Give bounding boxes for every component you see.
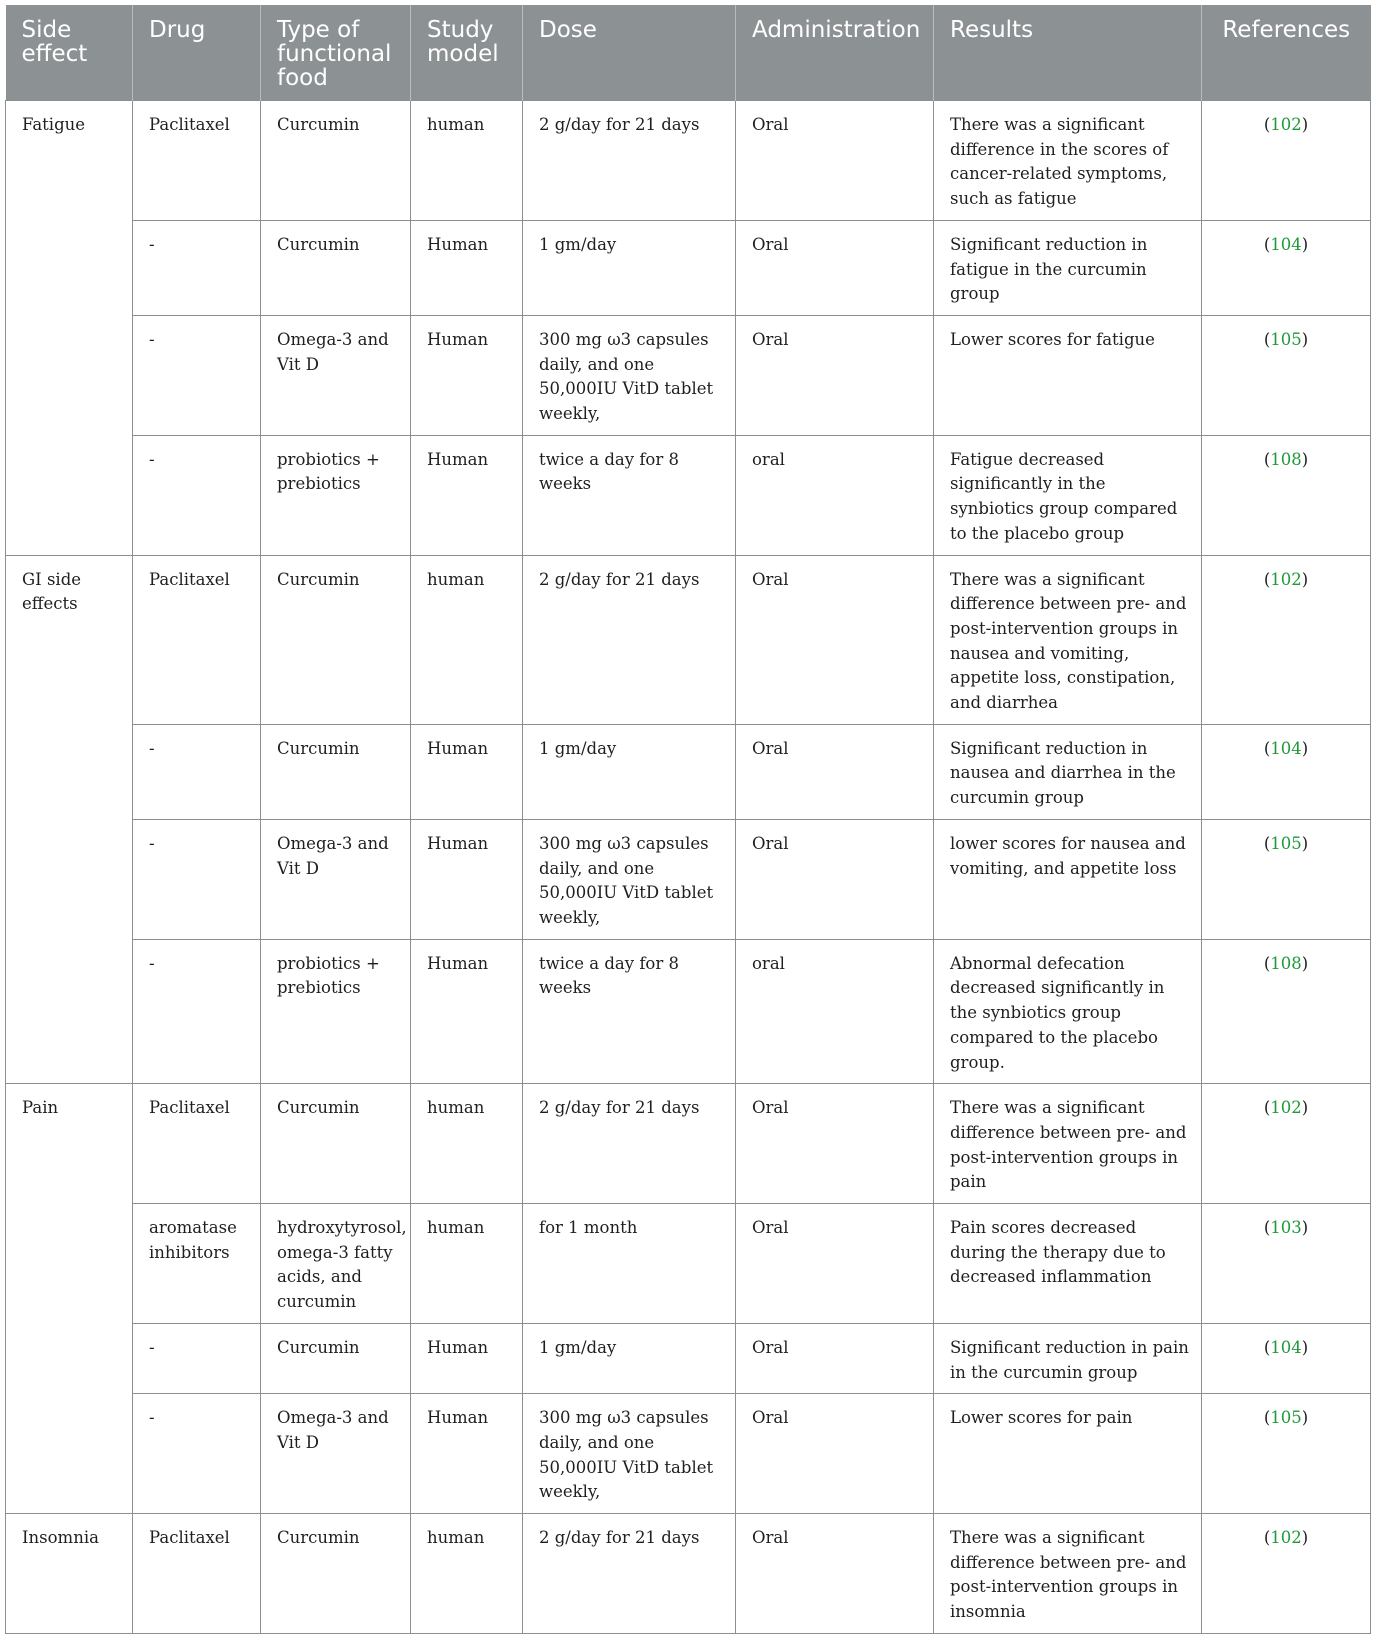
dose-cell: 1 gm/day	[523, 1323, 736, 1393]
study-model-cell: human	[411, 101, 523, 221]
dose-cell: 2 g/day for 21 days	[523, 101, 736, 221]
functional-food-cell: Omega-3 and Vit D	[261, 819, 411, 939]
functional-food-cell: Omega-3 and Vit D	[261, 315, 411, 435]
results-cell: lower scores for nausea and vomiting, and appetite loss	[934, 819, 1202, 939]
administration-cell: Oral	[736, 724, 934, 819]
administration-cell: oral	[736, 435, 934, 555]
side-effects-table	[5, 5, 1371, 1634]
dose-cell: twice a day for 8 weeks	[523, 939, 736, 1084]
references-cell: (105)	[1202, 1394, 1371, 1514]
functional-food-cell: Omega-3 and Vit D	[261, 1394, 411, 1514]
col-header-side-effect: Side effect	[6, 5, 133, 101]
side-effect-cell: Pain	[6, 1084, 133, 1514]
results-cell: There was a significant difference in the scores of cancer-related symptoms, such as fatigue	[934, 101, 1202, 221]
table-row	[6, 1394, 1371, 1514]
results-cell: Fatigue decreased significantly in the synbiotics group compared to the placebo group	[934, 435, 1202, 555]
dose-cell: 300 mg ω3 capsules daily, and one 50,000IU VitD tablet weekly,	[523, 819, 736, 939]
dose-cell: 1 gm/day	[523, 220, 736, 315]
results-cell: Pain scores decreased during the therapy due to decreased inflammation	[934, 1204, 1202, 1324]
results-cell: There was a significant difference between pre- and post-intervention groups in insomnia	[934, 1514, 1202, 1634]
administration-cell: Oral	[736, 220, 934, 315]
side-effect-cell: GI side effects	[6, 555, 133, 1084]
study-model-cell: Human	[411, 939, 523, 1084]
results-cell: Lower scores for pain	[934, 1394, 1202, 1514]
results-cell: There was a significant difference between pre- and post-intervention groups in pain	[934, 1084, 1202, 1204]
administration-cell: Oral	[736, 555, 934, 724]
drug-cell: -	[133, 1394, 261, 1514]
reference-link[interactable]: 102	[1270, 115, 1302, 134]
col-header-drug: Drug	[133, 5, 261, 101]
drug-cell: -	[133, 435, 261, 555]
functional-food-cell: hydroxytyrosol, omega-3 fatty acids, and curcumin	[261, 1204, 411, 1324]
administration-cell: Oral	[736, 1323, 934, 1393]
functional-food-cell: probiotics + prebiotics	[261, 939, 411, 1084]
references-cell: (104)	[1202, 1323, 1371, 1393]
results-cell: Abnormal defecation decreased significantly in the synbiotics group compared to the placebo group.	[934, 939, 1202, 1084]
functional-food-cell: Curcumin	[261, 724, 411, 819]
study-model-cell: Human	[411, 220, 523, 315]
references-cell: (108)	[1202, 939, 1371, 1084]
table-row	[6, 939, 1371, 1084]
study-model-cell: human	[411, 1204, 523, 1324]
administration-cell: Oral	[736, 1084, 934, 1204]
table-row	[6, 101, 1371, 221]
dose-cell: 2 g/day for 21 days	[523, 555, 736, 724]
results-cell: Lower scores for fatigue	[934, 315, 1202, 435]
reference-link[interactable]: 102	[1270, 1098, 1302, 1118]
reference-link[interactable]: 104	[1270, 738, 1302, 758]
references-cell: (105)	[1202, 315, 1371, 435]
reference-link[interactable]: 108	[1270, 953, 1302, 973]
drug-cell: aromatase inhibitors	[133, 1204, 261, 1324]
results-cell: Significant reduction in nausea and diarrhea in the curcumin group	[934, 724, 1202, 819]
drug-cell: Paclitaxel	[133, 1514, 261, 1634]
side-effect-cell: Insomnia	[6, 1514, 133, 1634]
table-row	[6, 724, 1371, 819]
references-cell: (102)	[1202, 555, 1371, 724]
administration-cell: Oral	[736, 1394, 934, 1514]
study-model-cell: human	[411, 1084, 523, 1204]
study-model-cell: Human	[411, 819, 523, 939]
reference-link[interactable]: 102	[1270, 1528, 1302, 1548]
references-cell: (104)	[1202, 724, 1371, 819]
col-header-administration: Administration	[736, 5, 934, 101]
reference-link[interactable]: 108	[1270, 449, 1302, 469]
functional-food-cell: Curcumin	[261, 220, 411, 315]
drug-cell: -	[133, 315, 261, 435]
administration-cell: Oral	[736, 101, 934, 221]
reference-link[interactable]: 104	[1270, 234, 1302, 254]
table-row	[6, 1514, 1371, 1634]
drug-cell: Paclitaxel	[133, 555, 261, 724]
side-effect-cell: Fatigue	[6, 101, 133, 556]
results-cell: There was a significant difference between pre- and post-intervention groups in nausea and vomiting, appetite loss, constipation, and diarrhea	[934, 555, 1202, 724]
functional-food-cell: Curcumin	[261, 101, 411, 221]
dose-cell: 2 g/day for 21 days	[523, 1514, 736, 1634]
references-cell: (104)	[1202, 220, 1371, 315]
functional-food-cell: Curcumin	[261, 1514, 411, 1634]
reference-link[interactable]: 105	[1270, 329, 1302, 349]
drug-cell: -	[133, 939, 261, 1084]
col-header-functional-food: Type of functional food	[261, 5, 411, 101]
drug-cell: -	[133, 220, 261, 315]
table-row	[6, 1204, 1371, 1324]
drug-cell: Paclitaxel	[133, 1084, 261, 1204]
drug-cell: -	[133, 724, 261, 819]
drug-cell: Paclitaxel	[133, 101, 261, 221]
references-cell: (108)	[1202, 435, 1371, 555]
drug-cell: -	[133, 1323, 261, 1393]
study-model-cell: Human	[411, 1394, 523, 1514]
administration-cell: Oral	[736, 1514, 934, 1634]
dose-cell: 300 mg ω3 capsules daily, and one 50,000IU VitD tablet weekly,	[523, 315, 736, 435]
study-model-cell: Human	[411, 315, 523, 435]
references-cell: (103)	[1202, 1204, 1371, 1324]
reference-link[interactable]: 105	[1270, 833, 1302, 853]
reference-link[interactable]: 103	[1270, 1218, 1302, 1238]
administration-cell: Oral	[736, 315, 934, 435]
functional-food-cell: Curcumin	[261, 1084, 411, 1204]
dose-cell: 2 g/day for 21 days	[523, 1084, 736, 1204]
table-row	[6, 315, 1371, 435]
study-model-cell: human	[411, 1514, 523, 1634]
header-row	[6, 5, 1371, 101]
study-model-cell: Human	[411, 435, 523, 555]
table-row	[6, 1323, 1371, 1393]
reference-link[interactable]: 102	[1270, 569, 1302, 589]
drug-cell: -	[133, 819, 261, 939]
functional-food-cell: Curcumin	[261, 555, 411, 724]
col-header-references: References	[1202, 5, 1371, 101]
dose-cell: for 1 month	[523, 1204, 736, 1324]
study-model-cell: human	[411, 555, 523, 724]
administration-cell: oral	[736, 939, 934, 1084]
reference-link[interactable]: 104	[1270, 1337, 1302, 1357]
table-row	[6, 435, 1371, 555]
col-header-results: Results	[934, 5, 1202, 101]
study-model-cell: Human	[411, 724, 523, 819]
references-cell: (102)	[1202, 1514, 1371, 1634]
results-cell: Significant reduction in fatigue in the curcumin group	[934, 220, 1202, 315]
reference-link[interactable]: 105	[1270, 1408, 1302, 1428]
references-cell: (102)	[1202, 101, 1371, 221]
references-cell: (102)	[1202, 1084, 1371, 1204]
table-row	[6, 555, 1371, 724]
table-row	[6, 220, 1371, 315]
table-row	[6, 1084, 1371, 1204]
results-cell: Significant reduction in pain in the curcumin group	[934, 1323, 1202, 1393]
table-row	[6, 819, 1371, 939]
dose-cell: 300 mg ω3 capsules daily, and one 50,000IU VitD tablet weekly,	[523, 1394, 736, 1514]
administration-cell: Oral	[736, 1204, 934, 1324]
dose-cell: 1 gm/day	[523, 724, 736, 819]
col-header-study-model: Study model	[411, 5, 523, 101]
study-model-cell: Human	[411, 1323, 523, 1393]
references-cell: (105)	[1202, 819, 1371, 939]
functional-food-cell: Curcumin	[261, 1323, 411, 1393]
functional-food-cell: probiotics + prebiotics	[261, 435, 411, 555]
administration-cell: Oral	[736, 819, 934, 939]
col-header-dose: Dose	[523, 5, 736, 101]
dose-cell: twice a day for 8 weeks	[523, 435, 736, 555]
